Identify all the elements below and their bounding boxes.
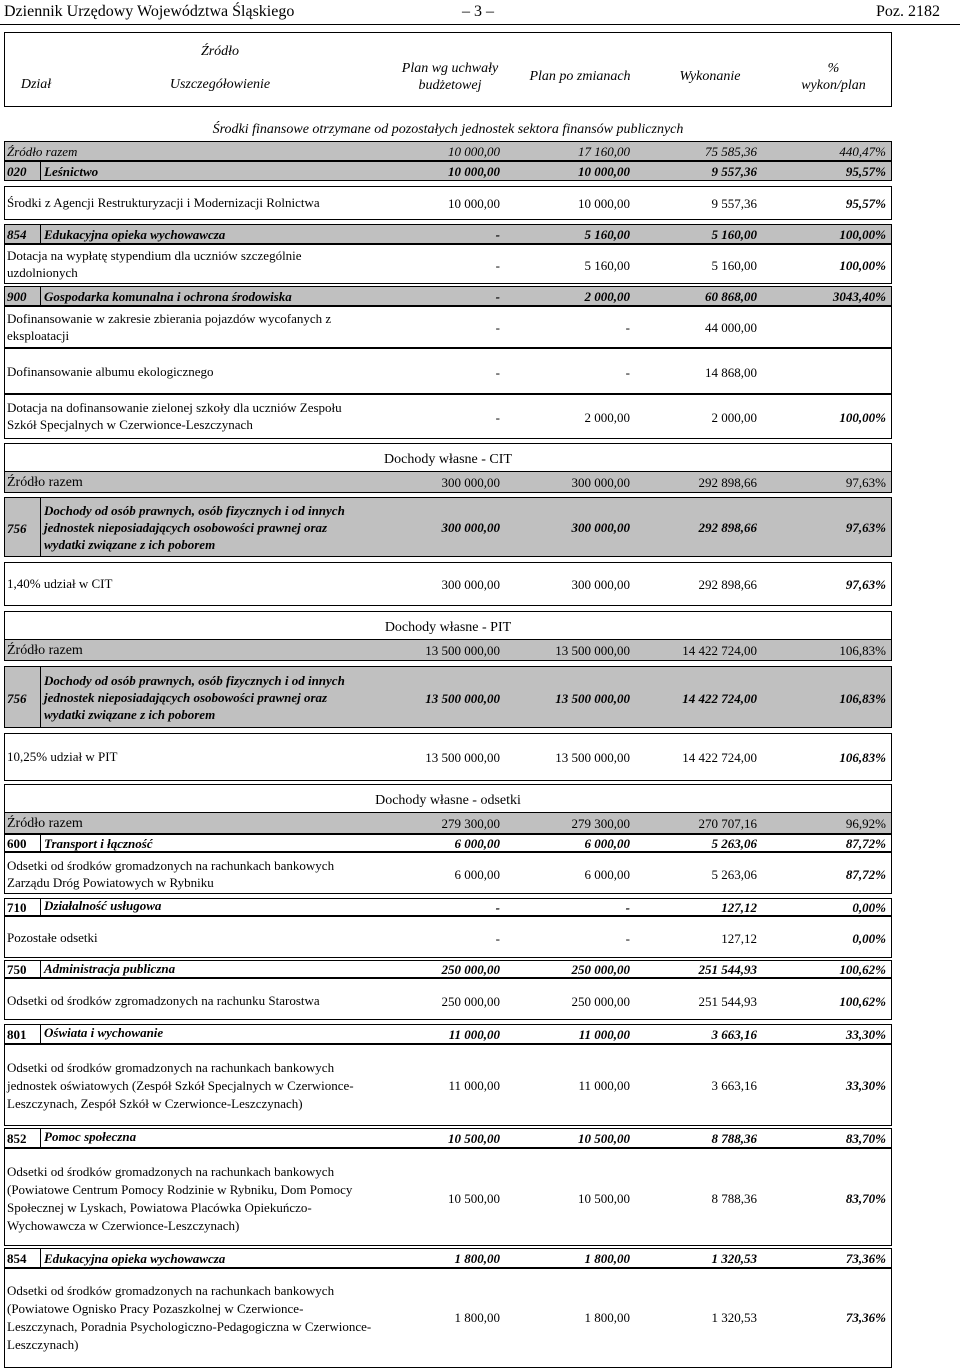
execution-value: 75 585,36 (705, 144, 757, 159)
plan-value: 13 500 000,00 (425, 643, 500, 658)
section-name: Edukacyjna opieka wychowawcza (44, 1251, 226, 1266)
section-code: 900 (7, 289, 27, 304)
percent-value: 0,00% (852, 900, 886, 915)
section-name: Gospodarka komunalna i ochrona środowiska (44, 289, 292, 304)
section-code: 854 (7, 1251, 27, 1266)
detail-name-cont: (Powiatowe Ognisko Pracy Pozaszkolnej w Czerwionce- (7, 1301, 304, 1316)
execution-value: 1 320,53 (711, 1251, 757, 1266)
plan-changed-value: 10 000,00 (578, 164, 630, 179)
execution-value: 127,12 (721, 931, 757, 946)
section-name-cont: wydatki związane z ich poborem (44, 707, 216, 722)
detail-name: Dotacja na dofinansowanie zielonej szkoły dla uczniów Zespołu (7, 400, 342, 415)
detail-name-cont: Wychowawcza w Czerwionce-Leszczynach) (7, 1218, 240, 1233)
col-plan-po-zmianach: Plan po zmianach (529, 69, 631, 84)
plan-value: - (495, 227, 500, 242)
detail-name: Dofinansowanie albumu ekologicznego (7, 364, 214, 379)
plan-changed-value: 1 800,00 (584, 1251, 630, 1266)
percent-value: 97,63% (845, 475, 886, 490)
section-code: 756 (7, 691, 27, 706)
percent-value: 106,83% (839, 691, 886, 706)
percent-value: 100,00% (839, 258, 886, 273)
detail-name-cont: jednostek oświatowych (Zespół Szkół Specjalnych w Czerwionce- (7, 1078, 354, 1093)
execution-value: 8 788,36 (711, 1191, 757, 1206)
detail-name-cont: Leszczynach) (7, 1337, 79, 1352)
divider (40, 1024, 41, 1044)
percent-value: 83,70% (845, 1191, 886, 1206)
percent-value: 87,72% (845, 867, 886, 882)
detail-name: Dofinansowanie w zakresie zbierania pojazdów wycofanych z (7, 311, 332, 326)
plan-changed-value: - (625, 931, 630, 946)
execution-value: 5 160,00 (711, 227, 757, 242)
section-name: Oświata i wychowanie (44, 1025, 164, 1040)
plan-changed-value: 300 000,00 (571, 475, 630, 490)
plan-changed-value: 10 500,00 (578, 1131, 630, 1146)
section-name: Pomoc społeczna (44, 1129, 137, 1144)
section-name: Dochody od osób prawnych, osób fizycznych i od innych (44, 503, 345, 518)
detail-name: Dotacja na wypłatę stypendium dla uczniów szczególnie (7, 248, 302, 263)
plan-changed-value: 250 000,00 (571, 962, 630, 977)
execution-value: 3 663,16 (711, 1078, 757, 1093)
execution-value: 270 707,16 (698, 816, 757, 831)
plan-changed-value: 2 000,00 (584, 410, 630, 425)
divider (40, 960, 41, 978)
plan-value: 300 000,00 (441, 475, 500, 490)
col-wykonanie: Wykonanie (679, 69, 741, 84)
plan-value: 13 500 000,00 (425, 691, 500, 706)
percent-value: 95,57% (845, 164, 886, 179)
divider (40, 286, 41, 306)
percent-value: 87,72% (845, 836, 886, 851)
plan-value: 300 000,00 (441, 520, 500, 535)
divider (40, 834, 41, 852)
col-wykon-plan: wykon/plan (801, 78, 866, 93)
plan-value: 6 000,00 (454, 836, 500, 851)
plan-value: - (495, 289, 500, 304)
execution-value: 14 422 724,00 (682, 643, 757, 658)
execution-value: 9 557,36 (711, 164, 757, 179)
section-title: Dochody własne - CIT (384, 452, 512, 467)
execution-value: 251 544,93 (698, 994, 757, 1009)
section-code: 854 (7, 227, 27, 242)
plan-changed-value: 250 000,00 (571, 994, 630, 1009)
detail-name-cont: Zarządu Dróg Powiatowych w Rybniku (7, 875, 214, 890)
percent-value: 73,36% (845, 1310, 886, 1325)
plan-value: - (495, 365, 500, 380)
plan-value: 250 000,00 (441, 962, 500, 977)
plan-value: - (495, 410, 500, 425)
section-code: 750 (7, 962, 27, 977)
divider (40, 224, 41, 244)
col-uszczegolowienie: Uszczegółowienie (169, 77, 271, 92)
execution-value: 14 868,00 (705, 365, 757, 380)
detail-name: Środki z Agencji Restrukturyzacji i Modernizacji Rolnictwa (7, 195, 320, 210)
plan-changed-value: 13 500 000,00 (555, 750, 630, 765)
plan-value: 11 000,00 (448, 1078, 500, 1093)
detail-name: 10,25% udział w PIT (7, 749, 118, 764)
plan-changed-value: 5 160,00 (584, 258, 630, 273)
col-plan-uchwaly-2: budżetowej (418, 78, 482, 93)
plan-changed-value: 300 000,00 (571, 520, 630, 535)
plan-value: 6 000,00 (454, 867, 500, 882)
section-name-cont: jednostek nieposiadających osobowości prawnej oraz (44, 690, 328, 705)
source-total-label: Źródło razem (7, 643, 83, 658)
plan-value: 1 800,00 (454, 1310, 500, 1325)
plan-changed-value: 2 000,00 (584, 289, 630, 304)
execution-value: 5 263,06 (711, 867, 757, 882)
percent-value: 0,00% (852, 931, 886, 946)
section-name: Transport i łączność (44, 836, 153, 851)
divider (40, 1128, 41, 1148)
detail-name-cont: Leszczynach, Zespół Szkół w Czerwionce-Leszczynach) (7, 1096, 303, 1111)
detail-name: Odsetki od środków zgromadzonych na rachunku Starostwa (7, 993, 320, 1008)
detail-name: 1,40% udział w CIT (7, 576, 113, 591)
page-number: – 3 – (462, 3, 494, 20)
plan-changed-value: 10 000,00 (578, 196, 630, 211)
section-name-cont: wydatki związane z ich poborem (44, 537, 216, 552)
percent-value: 73,36% (845, 1251, 886, 1266)
detail-name-cont: Szkół Specjalnych w Czerwioncе-Leszczynach (7, 417, 253, 432)
percent-value: 33,30% (845, 1078, 886, 1093)
divider (40, 161, 41, 181)
execution-value: 251 544,93 (698, 962, 757, 977)
plan-changed-value: 11 000,00 (578, 1078, 630, 1093)
divider (40, 666, 41, 728)
execution-value: 292 898,66 (698, 520, 757, 535)
plan-value: 300 000,00 (441, 577, 500, 592)
section-title: Dochody własne - odsetki (375, 793, 521, 808)
header-rule (0, 24, 960, 25)
percent-value: 3043,40% (832, 289, 886, 304)
section-code: 801 (7, 1027, 27, 1042)
plan-value: 10 500,00 (448, 1191, 500, 1206)
plan-value: 11 000,00 (448, 1027, 500, 1042)
execution-value: 14 422 724,00 (682, 691, 757, 706)
section-name-cont: jednostek nieposiadających osobowości prawnej oraz (44, 520, 328, 535)
execution-value: 1 320,53 (711, 1310, 757, 1325)
detail-name: Odsetki od środków gromadzonych na rachunkach bankowych (7, 1283, 335, 1298)
percent-value: 106,83% (839, 750, 886, 765)
plan-changed-value: 13 500 000,00 (555, 691, 630, 706)
execution-value: 292 898,66 (698, 577, 757, 592)
detail-name: Pozostałe odsetki (7, 930, 98, 945)
plan-changed-value: 5 160,00 (584, 227, 630, 242)
percent-value: 95,57% (845, 196, 886, 211)
section-code: 600 (7, 836, 27, 851)
execution-value: 8 788,36 (711, 1131, 757, 1146)
plan-value: 279 300,00 (441, 816, 500, 831)
plan-value: 1 800,00 (454, 1251, 500, 1266)
plan-value: 250 000,00 (441, 994, 500, 1009)
plan-value: - (495, 258, 500, 273)
plan-value: - (495, 320, 500, 335)
plan-value: - (495, 931, 500, 946)
plan-changed-value: - (625, 320, 630, 335)
position-number: Poz. 2182 (876, 3, 940, 20)
plan-changed-value: 13 500 000,00 (555, 643, 630, 658)
divider (40, 898, 41, 916)
source-total-label: Źródło razem (7, 475, 83, 490)
plan-changed-value: 1 800,00 (584, 1310, 630, 1325)
col-zrodlo: Źródło (200, 44, 240, 59)
plan-value: - (495, 900, 500, 915)
percent-value: 96,92% (845, 816, 886, 831)
col-procent: % (827, 61, 840, 76)
execution-value: 127,12 (721, 900, 757, 915)
plan-changed-value: 10 500,00 (578, 1191, 630, 1206)
plan-value: 10 000,00 (448, 144, 500, 159)
execution-value: 5 160,00 (711, 258, 757, 273)
plan-value: 10 000,00 (448, 196, 500, 211)
plan-changed-value: - (625, 365, 630, 380)
plan-changed-value: 6 000,00 (584, 867, 630, 882)
plan-changed-value: 279 300,00 (571, 816, 630, 831)
section-name: Leśnictwo (44, 164, 99, 179)
source-total-label: Źródło razem (7, 816, 83, 831)
percent-value: 100,62% (839, 962, 886, 977)
percent-value: 97,63% (845, 577, 886, 592)
detail-name: Odsetki od środków gromadzonych na rachunkach bankowych (7, 1060, 335, 1075)
plan-value: 13 500 000,00 (425, 750, 500, 765)
plan-value: 10 000,00 (448, 164, 500, 179)
percent-value: 97,63% (845, 520, 886, 535)
percent-value: 83,70% (845, 1131, 886, 1146)
source-total-label: Źródło razem (7, 144, 78, 159)
divider (40, 497, 41, 557)
detail-name-cont: Społecznej w Lyskach, Powiatowa Placówka Opiekuńczo- (7, 1200, 312, 1215)
detail-name-cont: uzdolnionych (7, 265, 78, 280)
detail-name: Odsetki od środków gromadzonych na rachunkach bankowych (7, 858, 335, 873)
section-code: 710 (7, 900, 27, 915)
execution-value: 44 000,00 (705, 320, 757, 335)
execution-value: 9 557,36 (711, 196, 757, 211)
section-title: Dochody własne - PIT (384, 620, 512, 635)
journal-title: Dziennik Urzędowy Województwa Śląskiego (4, 3, 295, 20)
execution-value: 60 868,00 (705, 289, 757, 304)
col-plan-uchwaly-1: Plan wg uchwały (401, 61, 499, 76)
divider (40, 1248, 41, 1268)
section-name: Dochody od osób prawnych, osób fizycznych i od innych (44, 673, 345, 688)
detail-name-cont: Leszczynach, Poradnia Psychologiczno-Pedagogiczna w Czerwionce- (7, 1319, 372, 1334)
section-code: 852 (7, 1131, 27, 1146)
plan-changed-value: 11 000,00 (578, 1027, 630, 1042)
percent-value: 440,47% (839, 144, 886, 159)
section-name: Działalność usługowa (44, 898, 162, 913)
execution-value: 3 663,16 (711, 1027, 757, 1042)
plan-changed-value: 300 000,00 (571, 577, 630, 592)
execution-value: 5 263,06 (711, 836, 757, 851)
section-code: 020 (7, 164, 27, 179)
detail-name: Odsetki od środków gromadzonych na rachunkach bankowych (7, 1164, 335, 1179)
execution-value: 292 898,66 (698, 475, 757, 490)
percent-value: 33,30% (845, 1027, 886, 1042)
execution-value: 2 000,00 (711, 410, 757, 425)
percent-value: 106,83% (839, 643, 886, 658)
percent-value: 100,62% (839, 994, 886, 1009)
plan-changed-value: - (625, 900, 630, 915)
plan-changed-value: 6 000,00 (584, 836, 630, 851)
detail-name-cont: (Powiatowe Centrum Pomocy Rodzinie w Rybniku, Dom Pomocy (7, 1182, 353, 1197)
section-name: Administracja publiczna (44, 961, 176, 976)
plan-changed-value: 17 160,00 (578, 144, 630, 159)
col-dzial: Dział (20, 77, 52, 92)
plan-value: 10 500,00 (448, 1131, 500, 1146)
section-code: 756 (7, 521, 27, 536)
percent-value: 100,00% (839, 410, 886, 425)
section-name: Edukacyjna opieka wychowawcza (44, 227, 226, 242)
section-title: Środki finansowe otrzymane od pozostałych jednostek sektora finansów publicznych (212, 122, 684, 137)
execution-value: 14 422 724,00 (682, 750, 757, 765)
detail-name-cont: eksploatacji (7, 328, 70, 343)
percent-value: 100,00% (839, 227, 886, 242)
